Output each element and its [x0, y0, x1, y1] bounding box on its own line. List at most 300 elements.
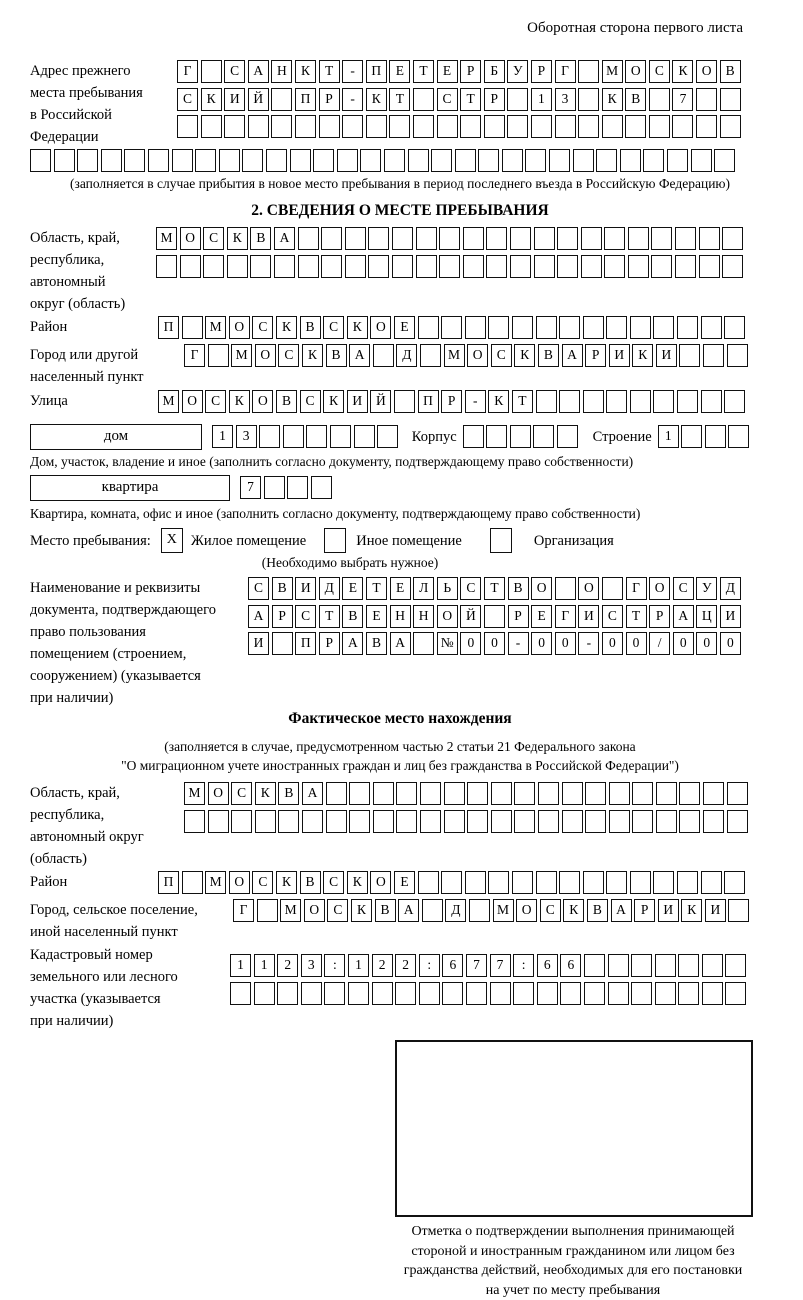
char-cell[interactable]: К — [672, 60, 693, 83]
char-cell[interactable]: Р — [585, 344, 606, 367]
char-cell[interactable] — [620, 149, 641, 172]
char-cell[interactable] — [478, 149, 499, 172]
char-cell[interactable] — [311, 476, 332, 499]
char-cell[interactable]: И — [347, 390, 368, 413]
char-cell[interactable]: П — [366, 60, 387, 83]
char-cell[interactable] — [560, 982, 581, 1005]
char-cell[interactable]: Е — [437, 60, 458, 83]
char-cell[interactable] — [724, 871, 745, 894]
char-cell[interactable] — [630, 390, 651, 413]
char-cell[interactable] — [277, 982, 298, 1005]
char-cell[interactable]: М — [444, 344, 465, 367]
char-cell[interactable]: В — [720, 60, 741, 83]
char-cell[interactable]: А — [349, 344, 370, 367]
char-cell[interactable] — [573, 149, 594, 172]
house-type-box[interactable]: дом — [30, 424, 202, 450]
char-cell[interactable] — [384, 149, 405, 172]
char-cell[interactable] — [702, 982, 723, 1005]
char-cell[interactable] — [557, 425, 578, 448]
char-cell[interactable] — [538, 810, 559, 833]
char-cell[interactable] — [274, 255, 295, 278]
char-cell[interactable] — [678, 982, 699, 1005]
char-cell[interactable]: М — [158, 390, 179, 413]
char-cell[interactable]: В — [587, 899, 608, 922]
char-cell[interactable]: Р — [531, 60, 552, 83]
char-cell[interactable] — [255, 810, 276, 833]
char-cell[interactable] — [413, 115, 434, 138]
char-cell[interactable] — [278, 810, 299, 833]
char-cell[interactable]: М — [280, 899, 301, 922]
char-cell[interactable] — [442, 982, 463, 1005]
char-cell[interactable] — [534, 227, 555, 250]
char-cell[interactable] — [201, 115, 222, 138]
char-cell[interactable]: И — [578, 605, 599, 628]
char-cell[interactable]: 1 — [531, 88, 552, 111]
char-cell[interactable] — [727, 810, 748, 833]
char-cell[interactable] — [681, 425, 702, 448]
char-cell[interactable] — [372, 982, 393, 1005]
char-cell[interactable]: Е — [389, 60, 410, 83]
char-cell[interactable] — [272, 632, 293, 655]
char-cell[interactable]: : — [513, 954, 534, 977]
char-cell[interactable]: № — [437, 632, 458, 655]
char-cell[interactable]: Г — [177, 60, 198, 83]
char-cell[interactable] — [184, 810, 205, 833]
char-cell[interactable]: И — [658, 899, 679, 922]
char-cell[interactable]: С — [327, 899, 348, 922]
char-cell[interactable]: И — [295, 577, 316, 600]
char-cell[interactable]: А — [398, 899, 419, 922]
char-cell[interactable] — [460, 115, 481, 138]
char-cell[interactable] — [354, 425, 375, 448]
char-cell[interactable] — [632, 810, 653, 833]
char-cell[interactable] — [486, 255, 507, 278]
char-cell[interactable] — [208, 810, 229, 833]
char-cell[interactable] — [488, 316, 509, 339]
char-cell[interactable] — [298, 227, 319, 250]
char-cell[interactable]: К — [347, 871, 368, 894]
char-cell[interactable]: 6 — [442, 954, 463, 977]
char-cell[interactable] — [536, 871, 557, 894]
char-cell[interactable]: Е — [342, 577, 363, 600]
char-cell[interactable]: М — [602, 60, 623, 83]
char-cell[interactable] — [507, 88, 528, 111]
char-cell[interactable]: С — [540, 899, 561, 922]
char-cell[interactable]: - — [465, 390, 486, 413]
char-cell[interactable] — [394, 390, 415, 413]
char-cell[interactable] — [466, 982, 487, 1005]
char-cell[interactable] — [259, 425, 280, 448]
char-cell[interactable] — [531, 115, 552, 138]
char-cell[interactable] — [77, 149, 98, 172]
char-cell[interactable]: 7 — [490, 954, 511, 977]
char-cell[interactable]: И — [720, 605, 741, 628]
char-cell[interactable] — [701, 316, 722, 339]
char-cell[interactable] — [420, 810, 441, 833]
char-cell[interactable]: А — [248, 605, 269, 628]
char-cell[interactable]: Т — [366, 577, 387, 600]
char-cell[interactable] — [416, 255, 437, 278]
char-cell[interactable]: Е — [531, 605, 552, 628]
char-cell[interactable] — [632, 782, 653, 805]
char-cell[interactable] — [124, 149, 145, 172]
char-cell[interactable]: - — [508, 632, 529, 655]
char-cell[interactable]: Б — [484, 60, 505, 83]
char-cell[interactable] — [203, 255, 224, 278]
char-cell[interactable] — [156, 255, 177, 278]
char-cell[interactable] — [491, 782, 512, 805]
char-cell[interactable] — [691, 149, 712, 172]
char-cell[interactable] — [725, 954, 746, 977]
char-cell[interactable]: К — [351, 899, 372, 922]
char-cell[interactable] — [703, 344, 724, 367]
char-cell[interactable]: П — [418, 390, 439, 413]
char-cell[interactable] — [463, 227, 484, 250]
char-cell[interactable]: 0 — [673, 632, 694, 655]
char-cell[interactable] — [324, 982, 345, 1005]
char-cell[interactable]: Й — [370, 390, 391, 413]
char-cell[interactable] — [538, 782, 559, 805]
char-cell[interactable] — [389, 115, 410, 138]
char-cell[interactable] — [578, 60, 599, 83]
char-cell[interactable] — [345, 255, 366, 278]
char-cell[interactable]: / — [649, 632, 670, 655]
char-cell[interactable]: Т — [413, 60, 434, 83]
char-cell[interactable] — [271, 88, 292, 111]
char-cell[interactable] — [250, 255, 271, 278]
char-cell[interactable]: С — [205, 390, 226, 413]
char-cell[interactable] — [348, 982, 369, 1005]
char-cell[interactable] — [513, 982, 534, 1005]
char-cell[interactable] — [536, 316, 557, 339]
char-cell[interactable]: П — [158, 316, 179, 339]
char-cell[interactable]: Р — [272, 605, 293, 628]
char-cell[interactable] — [728, 425, 749, 448]
char-cell[interactable] — [271, 115, 292, 138]
char-cell[interactable]: Д — [319, 577, 340, 600]
char-cell[interactable]: Р — [649, 605, 670, 628]
char-cell[interactable] — [321, 227, 342, 250]
char-cell[interactable] — [653, 871, 674, 894]
char-cell[interactable] — [313, 149, 334, 172]
char-cell[interactable]: 7 — [466, 954, 487, 977]
char-cell[interactable]: К — [295, 60, 316, 83]
char-cell[interactable]: Р — [460, 60, 481, 83]
char-cell[interactable] — [581, 227, 602, 250]
char-cell[interactable] — [420, 344, 441, 367]
char-cell[interactable] — [678, 954, 699, 977]
char-cell[interactable] — [512, 871, 533, 894]
char-cell[interactable] — [368, 255, 389, 278]
char-cell[interactable]: Р — [634, 899, 655, 922]
char-cell[interactable]: О — [531, 577, 552, 600]
char-cell[interactable] — [467, 810, 488, 833]
char-cell[interactable]: : — [324, 954, 345, 977]
char-cell[interactable] — [655, 954, 676, 977]
char-cell[interactable]: О — [625, 60, 646, 83]
char-cell[interactable]: 0 — [626, 632, 647, 655]
char-cell[interactable] — [562, 810, 583, 833]
char-cell[interactable] — [373, 344, 394, 367]
char-cell[interactable] — [703, 782, 724, 805]
char-cell[interactable] — [578, 115, 599, 138]
checkbox-other-premises[interactable] — [324, 528, 346, 553]
char-cell[interactable]: Т — [626, 605, 647, 628]
char-cell[interactable] — [643, 149, 664, 172]
char-cell[interactable]: К — [366, 88, 387, 111]
char-cell[interactable] — [653, 390, 674, 413]
char-cell[interactable] — [408, 149, 429, 172]
char-cell[interactable] — [628, 227, 649, 250]
char-cell[interactable]: В — [625, 88, 646, 111]
char-cell[interactable]: 6 — [560, 954, 581, 977]
char-cell[interactable] — [602, 115, 623, 138]
char-cell[interactable] — [416, 227, 437, 250]
char-cell[interactable] — [396, 782, 417, 805]
char-cell[interactable]: В — [508, 577, 529, 600]
char-cell[interactable] — [195, 149, 216, 172]
char-cell[interactable] — [584, 982, 605, 1005]
char-cell[interactable]: О — [649, 577, 670, 600]
char-cell[interactable] — [705, 425, 726, 448]
char-cell[interactable] — [583, 390, 604, 413]
char-cell[interactable]: В — [272, 577, 293, 600]
char-cell[interactable] — [555, 115, 576, 138]
char-cell[interactable] — [326, 810, 347, 833]
confirmation-box[interactable] — [395, 1040, 753, 1217]
char-cell[interactable] — [298, 255, 319, 278]
char-cell[interactable]: О — [437, 605, 458, 628]
char-cell[interactable]: С — [177, 88, 198, 111]
char-cell[interactable]: О — [696, 60, 717, 83]
char-cell[interactable]: С — [649, 60, 670, 83]
char-cell[interactable] — [585, 782, 606, 805]
char-cell[interactable] — [649, 88, 670, 111]
char-cell[interactable]: Д — [445, 899, 466, 922]
char-cell[interactable]: С — [278, 344, 299, 367]
char-cell[interactable]: 2 — [372, 954, 393, 977]
char-cell[interactable]: М — [231, 344, 252, 367]
char-cell[interactable]: В — [326, 344, 347, 367]
char-cell[interactable] — [231, 810, 252, 833]
char-cell[interactable] — [180, 255, 201, 278]
char-cell[interactable]: С — [295, 605, 316, 628]
char-cell[interactable]: С — [252, 316, 273, 339]
char-cell[interactable]: Т — [484, 577, 505, 600]
char-cell[interactable] — [725, 982, 746, 1005]
char-cell[interactable] — [290, 149, 311, 172]
char-cell[interactable] — [667, 149, 688, 172]
char-cell[interactable] — [455, 149, 476, 172]
char-cell[interactable]: Р — [484, 88, 505, 111]
char-cell[interactable] — [465, 871, 486, 894]
char-cell[interactable]: Д — [720, 577, 741, 600]
char-cell[interactable]: Й — [248, 88, 269, 111]
char-cell[interactable] — [584, 954, 605, 977]
char-cell[interactable] — [728, 899, 749, 922]
char-cell[interactable]: М — [156, 227, 177, 250]
char-cell[interactable]: К — [602, 88, 623, 111]
char-cell[interactable] — [720, 88, 741, 111]
checkbox-residential[interactable]: X — [161, 528, 183, 553]
char-cell[interactable]: Р — [441, 390, 462, 413]
char-cell[interactable]: Е — [394, 316, 415, 339]
char-cell[interactable] — [463, 255, 484, 278]
char-cell[interactable] — [724, 316, 745, 339]
char-cell[interactable] — [342, 115, 363, 138]
char-cell[interactable]: С — [203, 227, 224, 250]
char-cell[interactable]: Л — [413, 577, 434, 600]
char-cell[interactable]: А — [611, 899, 632, 922]
char-cell[interactable] — [302, 810, 323, 833]
char-cell[interactable]: 1 — [348, 954, 369, 977]
char-cell[interactable]: В — [278, 782, 299, 805]
char-cell[interactable] — [699, 227, 720, 250]
char-cell[interactable] — [651, 227, 672, 250]
char-cell[interactable] — [349, 810, 370, 833]
char-cell[interactable]: И — [224, 88, 245, 111]
char-cell[interactable] — [655, 982, 676, 1005]
char-cell[interactable] — [510, 425, 531, 448]
char-cell[interactable] — [720, 115, 741, 138]
char-cell[interactable]: 3 — [301, 954, 322, 977]
char-cell[interactable] — [677, 316, 698, 339]
char-cell[interactable]: К — [488, 390, 509, 413]
char-cell[interactable]: 3 — [236, 425, 257, 448]
char-cell[interactable]: К — [323, 390, 344, 413]
char-cell[interactable]: С — [460, 577, 481, 600]
char-cell[interactable]: К — [276, 316, 297, 339]
char-cell[interactable] — [467, 782, 488, 805]
char-cell[interactable]: Р — [319, 632, 340, 655]
char-cell[interactable] — [606, 871, 627, 894]
char-cell[interactable] — [604, 255, 625, 278]
char-cell[interactable] — [283, 425, 304, 448]
char-cell[interactable] — [722, 227, 743, 250]
char-cell[interactable]: К — [632, 344, 653, 367]
char-cell[interactable]: У — [507, 60, 528, 83]
char-cell[interactable]: 3 — [555, 88, 576, 111]
char-cell[interactable] — [679, 344, 700, 367]
char-cell[interactable] — [562, 782, 583, 805]
char-cell[interactable]: И — [248, 632, 269, 655]
char-cell[interactable] — [696, 88, 717, 111]
char-cell[interactable] — [219, 149, 240, 172]
char-cell[interactable] — [675, 227, 696, 250]
char-cell[interactable] — [321, 255, 342, 278]
char-cell[interactable] — [510, 227, 531, 250]
char-cell[interactable]: 0 — [555, 632, 576, 655]
char-cell[interactable] — [578, 88, 599, 111]
char-cell[interactable] — [537, 982, 558, 1005]
char-cell[interactable] — [295, 115, 316, 138]
char-cell[interactable] — [557, 255, 578, 278]
char-cell[interactable] — [30, 149, 51, 172]
char-cell[interactable]: 2 — [277, 954, 298, 977]
char-cell[interactable] — [555, 577, 576, 600]
char-cell[interactable] — [413, 632, 434, 655]
char-cell[interactable]: Р — [508, 605, 529, 628]
char-cell[interactable] — [514, 782, 535, 805]
char-cell[interactable]: Г — [555, 60, 576, 83]
char-cell[interactable]: 0 — [531, 632, 552, 655]
char-cell[interactable]: М — [493, 899, 514, 922]
char-cell[interactable] — [536, 390, 557, 413]
char-cell[interactable]: С — [491, 344, 512, 367]
char-cell[interactable] — [630, 316, 651, 339]
char-cell[interactable] — [486, 227, 507, 250]
char-cell[interactable] — [392, 255, 413, 278]
char-cell[interactable] — [373, 810, 394, 833]
char-cell[interactable] — [368, 227, 389, 250]
char-cell[interactable] — [583, 316, 604, 339]
char-cell[interactable] — [201, 60, 222, 83]
char-cell[interactable] — [172, 149, 193, 172]
char-cell[interactable] — [656, 782, 677, 805]
char-cell[interactable] — [101, 149, 122, 172]
char-cell[interactable]: Г — [555, 605, 576, 628]
char-cell[interactable] — [444, 782, 465, 805]
char-cell[interactable]: Н — [413, 605, 434, 628]
char-cell[interactable] — [510, 255, 531, 278]
char-cell[interactable] — [441, 871, 462, 894]
char-cell[interactable] — [395, 982, 416, 1005]
char-cell[interactable] — [230, 982, 251, 1005]
char-cell[interactable] — [437, 115, 458, 138]
char-cell[interactable] — [392, 227, 413, 250]
char-cell[interactable] — [699, 255, 720, 278]
char-cell[interactable]: К — [201, 88, 222, 111]
char-cell[interactable]: О — [467, 344, 488, 367]
char-cell[interactable] — [656, 810, 677, 833]
char-cell[interactable]: С — [231, 782, 252, 805]
char-cell[interactable] — [534, 255, 555, 278]
char-cell[interactable] — [224, 115, 245, 138]
char-cell[interactable]: А — [390, 632, 411, 655]
char-cell[interactable] — [330, 425, 351, 448]
char-cell[interactable]: 2 — [395, 954, 416, 977]
char-cell[interactable] — [257, 899, 278, 922]
char-cell[interactable]: : — [419, 954, 440, 977]
char-cell[interactable] — [557, 227, 578, 250]
char-cell[interactable]: Ц — [696, 605, 717, 628]
char-cell[interactable]: С — [224, 60, 245, 83]
char-cell[interactable] — [484, 605, 505, 628]
char-cell[interactable]: П — [295, 88, 316, 111]
char-cell[interactable]: О — [370, 316, 391, 339]
char-cell[interactable] — [264, 476, 285, 499]
char-cell[interactable]: В — [300, 316, 321, 339]
char-cell[interactable] — [609, 782, 630, 805]
char-cell[interactable] — [377, 425, 398, 448]
char-cell[interactable] — [677, 871, 698, 894]
char-cell[interactable] — [418, 316, 439, 339]
checkbox-organization[interactable] — [490, 528, 512, 553]
char-cell[interactable] — [679, 782, 700, 805]
char-cell[interactable] — [549, 149, 570, 172]
char-cell[interactable]: К — [681, 899, 702, 922]
char-cell[interactable]: А — [274, 227, 295, 250]
char-cell[interactable]: К — [302, 344, 323, 367]
char-cell[interactable]: М — [205, 316, 226, 339]
char-cell[interactable]: В — [342, 605, 363, 628]
char-cell[interactable]: О — [370, 871, 391, 894]
char-cell[interactable]: 1 — [230, 954, 251, 977]
char-cell[interactable]: Н — [271, 60, 292, 83]
char-cell[interactable] — [419, 982, 440, 1005]
char-cell[interactable]: С — [252, 871, 273, 894]
char-cell[interactable] — [177, 115, 198, 138]
